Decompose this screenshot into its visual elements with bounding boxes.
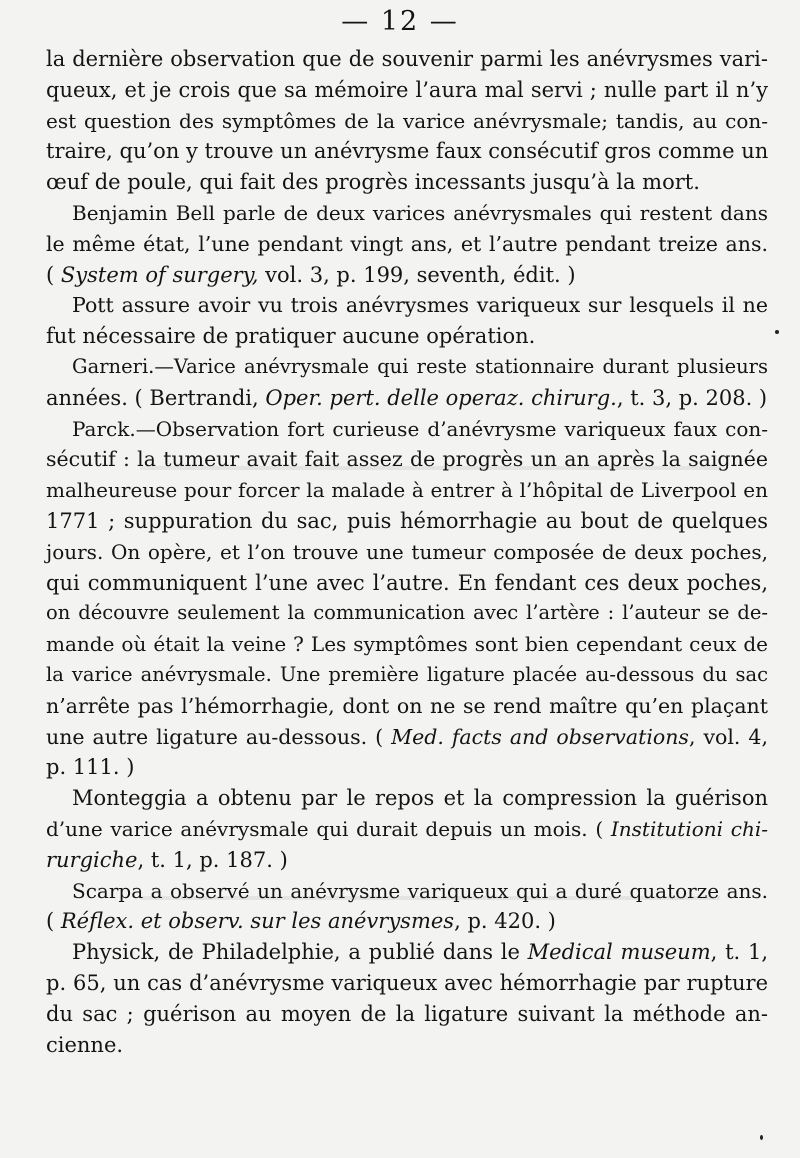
- body-text: [46, 44, 768, 1060]
- text-line: du sac ; guérison au moyen de la ligature suivant la méthode an-: [46, 1001, 768, 1026]
- text-line: cienne.: [46, 1032, 124, 1057]
- text-line: p. 65, un cas d’anévrysme variqueux avec hémorrhagie par rupture: [46, 970, 768, 995]
- text-line: Monteggia a obtenu par le repos et la compression la guérison: [72, 786, 768, 811]
- text-line: le même état, l’une pendant vingt ans, et l’autre pendant treize ans.: [46, 231, 768, 256]
- citation-title: Med. facts and observations: [391, 724, 689, 749]
- citation-title: Réflex. et observ. sur les anévrysmes: [60, 909, 455, 934]
- text-line: années. ( Bertrandi, Oper. pert. delle operaz. chirurg., t. 3, p. 208. ): [46, 385, 768, 410]
- text-line: qui communiquent l’une avec l’autre. En fendant ces deux poches,: [46, 570, 768, 595]
- text-line: la varice anévrysmale. Une première ligature placée au-dessous du sac: [46, 662, 768, 686]
- text-line: n’arrête pas l’hémorrhagie, dont on ne se rend maître qu’en plaçant: [46, 693, 768, 718]
- citation-title: Institutioni chi-: [610, 816, 768, 841]
- text-line: Parck.—Observation fort curieuse d’anévrysme variqueux faux con-: [72, 416, 768, 441]
- citation-title: System of surgery,: [60, 262, 259, 287]
- citation-title: Oper. pert. delle operaz. chirurg.: [265, 385, 617, 410]
- text-line: Physick, de Philadelphie, a publié dans le Medical museum, t. 1,: [72, 940, 769, 965]
- citation-title: rurgiche: [46, 847, 138, 872]
- text-line: malheureuse pour forcer la malade à entrer à l’hôpital de Liverpool en: [46, 478, 768, 503]
- text-line: est question des symptômes de la varice anévrysmale; tandis, au con-: [46, 108, 768, 133]
- text-line: traire, qu’on y trouve un anévrysme faux consécutif gros comme un: [46, 139, 769, 164]
- text-line: ( System of surgery, vol. 3, p. 199, seventh, édit. ): [46, 262, 576, 287]
- text-line: œuf de poule, qui fait des progrès incessants jusqu’à la mort.: [46, 170, 700, 195]
- text-line: p. 111. ): [46, 755, 135, 780]
- text-line: jours. On opère, et l’on trouve une tumeur composée de deux poches,: [46, 539, 768, 564]
- text-line: Benjamin Bell parle de deux varices anévrysmales qui restent dans: [72, 200, 768, 225]
- text-line: rurgiche, t. 1, p. 187. ): [46, 847, 288, 872]
- ink-speck: [775, 330, 779, 334]
- text-line: fut nécessaire de pratiquer aucune opération.: [46, 324, 536, 349]
- text-line: 1771 ; suppuration du sac, puis hémorrhagie au bout de quelques: [46, 508, 768, 533]
- text-line: Garneri.—Varice anévrysmale qui reste stationnaire durant plusieurs: [72, 354, 768, 378]
- text-line: queux, et je crois que sa mémoire l’aura mal servi ; nulle part il n’y: [46, 77, 768, 102]
- text-line: Scarpa a observé un anévrysme variqueux qui a duré quatorze ans.: [72, 878, 768, 903]
- ink-speck: [760, 1135, 763, 1140]
- page-number: — 12 —: [341, 6, 459, 37]
- text-line: mande où était la veine ? Les symptômes sont bien cependant ceux de: [46, 632, 768, 657]
- text-line: on découvre seulement la communication avec l’artère : l’auteur se de-: [46, 601, 768, 625]
- text-line: une autre ligature au-dessous. ( Med. facts and observations, vol. 4,: [46, 724, 768, 749]
- citation-title: Medical museum: [527, 940, 711, 965]
- text-line: Pott assure avoir vu trois anévrysmes variqueux sur lesquels il ne: [72, 293, 768, 318]
- text-line: la dernière observation que de souvenir parmi les anévrysmes vari-: [46, 47, 768, 71]
- text-line: d’une varice anévrysmale qui durait depuis un mois. ( Institutioni chi-: [46, 816, 768, 841]
- text-line: sécutif : la tumeur avait fait assez de progrès un an après la saignée: [46, 447, 768, 472]
- text-line: ( Réflex. et observ. sur les anévrysmes, p. 420. ): [46, 909, 556, 934]
